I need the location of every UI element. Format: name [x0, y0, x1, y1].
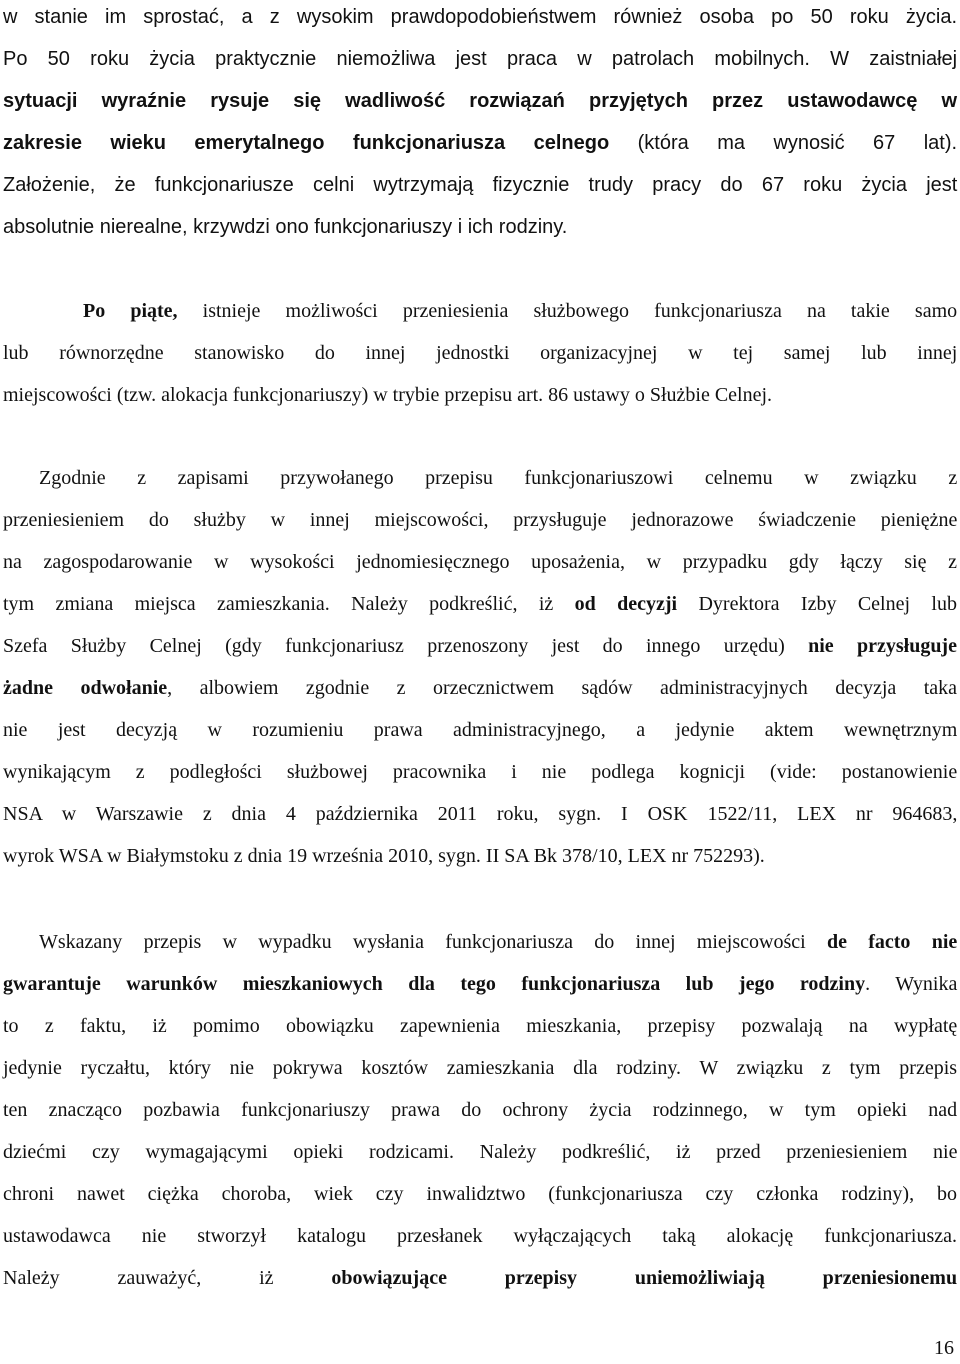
text-line: Po 50 roku życia praktycznie niemożliwa jest praca w patrolach mobilnych. W zaistniałej — [3, 48, 958, 70]
bold-text: gwarantuje warunków mieszkaniowych dla tego funkcjonariusza lub jego rodziny — [3, 973, 866, 995]
text-line — [3, 625, 957, 667]
text-run: , albowiem zgodnie z orzecznictwem sądów administracyjnych decyzja taka — [167, 677, 958, 699]
paragraph-1 — [3, 0, 957, 248]
bold-text: zakresie wieku emerytalnego funkcjonariusza celnego — [3, 132, 610, 154]
bold-text: nie przysługuje — [808, 635, 957, 657]
text-run: Wskazany przepis w wypadku wysłania funkcjonariusza do innej miejscowości — [39, 931, 827, 953]
bold-text: od decyzji — [574, 593, 678, 615]
text-line: w stanie im sprostać, a z wysokim prawdopodobieństwem również osoba po 50 roku życia. — [3, 6, 957, 28]
text-run: istnieje możliwości przeniesienia służbowego funkcjonariusza na takie samo — [177, 300, 958, 322]
text-line: wynikającym z podległości służbowej pracownika i nie podlega kognicji (vide: postanowienie — [3, 761, 958, 783]
text-line: to z faktu, iż pomimo obowiązku zapewnienia mieszkania, przepisy pozwalają na wypłatę — [3, 1015, 958, 1037]
paragraph-4 — [3, 921, 957, 1299]
text-line — [3, 963, 957, 1005]
text-line: ten znacząco pozbawia funkcjonariuszy prawa do ochrony życia rodzinnego, w tym opieki nad — [3, 1099, 958, 1121]
text-line: miejscowości (tzw. alokacja funkcjonariuszy) w trybie przepisu art. 86 ustawy o Służbie Celnej. — [3, 384, 773, 406]
text-run: Szefa Służby Celnej (gdy funkcjonariusz przenoszony jest do innego urzędu) — [3, 635, 809, 657]
text-line: absolutnie nierealne, krzywdzi ono funkcjonariuszy i ich rodziny. — [3, 216, 568, 238]
paragraph-3 — [3, 457, 957, 877]
text-line: na zagospodarowanie w wysokości jednomiesięcznego uposażenia, w przypadku gdy łączy się z — [3, 551, 957, 573]
bold-text: żadne odwołanie — [3, 677, 168, 699]
text-run: (która ma wynosić 67 lat). — [609, 132, 958, 154]
text-line: przeniesieniem do służby w innej miejscowości, przysługuje jednorazowe świadczenie pieniężne — [3, 509, 958, 531]
text-line: Założenie, że funkcjonariusze celni wytrzymają fizycznie trudy pracy do 67 roku życia jest — [3, 174, 958, 196]
text-line: dziećmi czy wymagającymi opieki rodzicami. Należy podkreślić, iż przed przeniesieniem nie — [3, 1141, 958, 1163]
bold-text: de facto nie — [826, 931, 958, 953]
text-line — [3, 122, 957, 164]
page-number: 16 — [934, 1337, 954, 1359]
text-line: jedynie ryczałtu, który nie pokrywa kosztów zamieszkania dla rodziny. W związku z tym przepis — [3, 1057, 958, 1079]
bold-text: obowiązujące przepisy uniemożliwiają przeniesionemu — [331, 1267, 958, 1289]
text-line: wyrok WSA w Białymstoku z dnia 19 września 2010, sygn. II SA Bk 378/10, LEX nr 752293). — [3, 845, 765, 867]
text-line: ustawodawca nie stworzył katalogu przesłanek wyłączających taką alokację funkcjonariusza. — [3, 1225, 957, 1247]
bold-text: sytuacji wyraźnie rysuje się wadliwość rozwiązań przyjętych przez ustawodawcę w — [3, 90, 957, 112]
text-line — [3, 667, 957, 709]
text-run: Należy zauważyć, iż — [3, 1267, 332, 1289]
text-line: lub równorzędne stanowisko do innej jednostki organizacyjnej w tej samej lub innej — [3, 342, 958, 364]
text-line — [3, 290, 957, 332]
text-line — [3, 583, 957, 625]
text-line — [3, 1257, 957, 1299]
bold-text: Po piąte, — [83, 300, 178, 322]
text-line: nie jest decyzją w rozumieniu prawa administracyjnego, a jedynie aktem wewnętrznym — [3, 719, 958, 741]
text-line — [3, 921, 957, 963]
text-line: Zgodnie z zapisami przywołanego przepisu funkcjonariuszowi celnemu w związku z — [39, 467, 958, 489]
paragraph-2 — [3, 290, 957, 416]
text-run: Dyrektora Izby Celnej lub — [677, 593, 957, 615]
text-line: NSA w Warszawie z dnia 4 października 2011 roku, sygn. I OSK 1522/11, LEX nr 964683, — [3, 803, 958, 825]
text-line — [3, 80, 957, 122]
text-run: tym zmiana miejsca zamieszkania. Należy podkreślić, iż — [3, 593, 575, 615]
text-line: chroni nawet ciężka choroba, wiek czy inwalidztwo (funkcjonariusza czy członka rodziny), bo — [3, 1183, 957, 1205]
text-run: . Wynika — [865, 973, 958, 995]
